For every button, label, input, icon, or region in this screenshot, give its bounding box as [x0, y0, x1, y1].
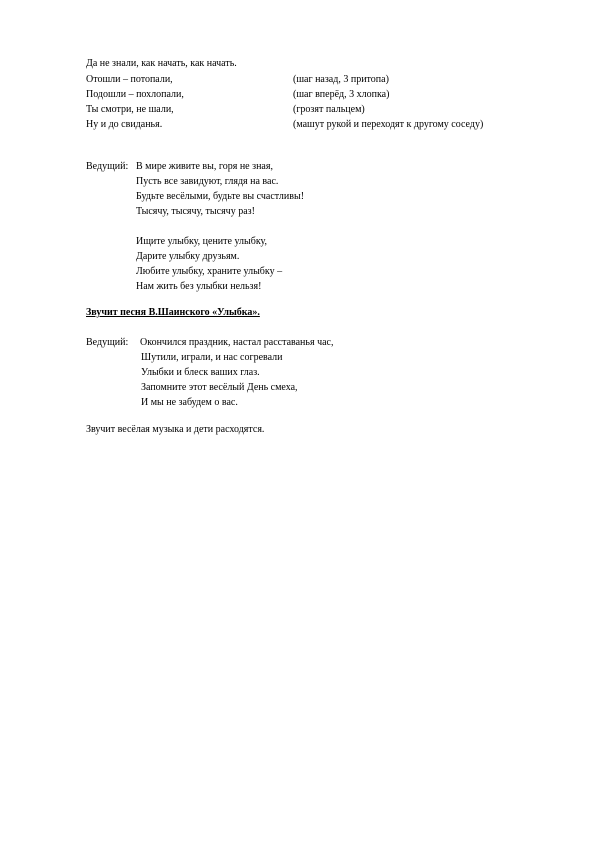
verse-line: Улыбки и блеск ваших глаз. [141, 367, 260, 378]
verse-line: Ты смотри, не шали, [86, 104, 174, 115]
stage-note: (шаг вперёд, 3 хлопка) [293, 89, 390, 100]
verse-line: В мире живите вы, горя не зная, [136, 161, 273, 172]
verse-line: Тысячу, тысячу, тысячу раз! [136, 206, 255, 217]
song-note: Звучит песня В.Шаинского «Улыбка». [86, 307, 260, 318]
verse-line: Ищите улыбку, цените улыбку, [136, 236, 268, 247]
verse-line: Ну и до свиданья. [86, 119, 163, 130]
verse-line: Любите улыбку, храните улыбку – [136, 266, 283, 277]
verse-line: Шутили, играли, и нас согревали [141, 352, 283, 363]
verse-line: Подошли – похлопали, [86, 89, 184, 100]
verse-line: Нам жить без улыбки нельзя! [136, 281, 262, 292]
verse-line: И мы не забудем о вас. [141, 397, 238, 408]
verse-line: Дарите улыбку друзьям. [136, 251, 240, 262]
stage-note: (шаг назад, 3 притопа) [293, 74, 389, 85]
verse-line: Отошли – потопали, [86, 74, 173, 85]
verse-line: Пусть все завидуют, глядя на вас. [136, 176, 279, 187]
stage-note: (машут рукой и переходят к другому соседу) [293, 119, 484, 130]
verse-line: Окончился праздник, настал расставанья час, [140, 337, 334, 348]
verse-line: Да не знали, как начать, как начать. [86, 58, 237, 69]
speaker-label: Ведущий: [86, 337, 129, 348]
verse-line: Запомните этот весёлый День смеха, [141, 382, 298, 393]
stage-note: (грозят пальцем) [293, 104, 365, 115]
speaker-label: Ведущий: [86, 161, 129, 172]
closing-note: Звучит весёлая музыка и дети расходятся. [86, 424, 265, 435]
verse-line: Будьте весёлыми, будьте вы счастливы! [136, 191, 305, 202]
